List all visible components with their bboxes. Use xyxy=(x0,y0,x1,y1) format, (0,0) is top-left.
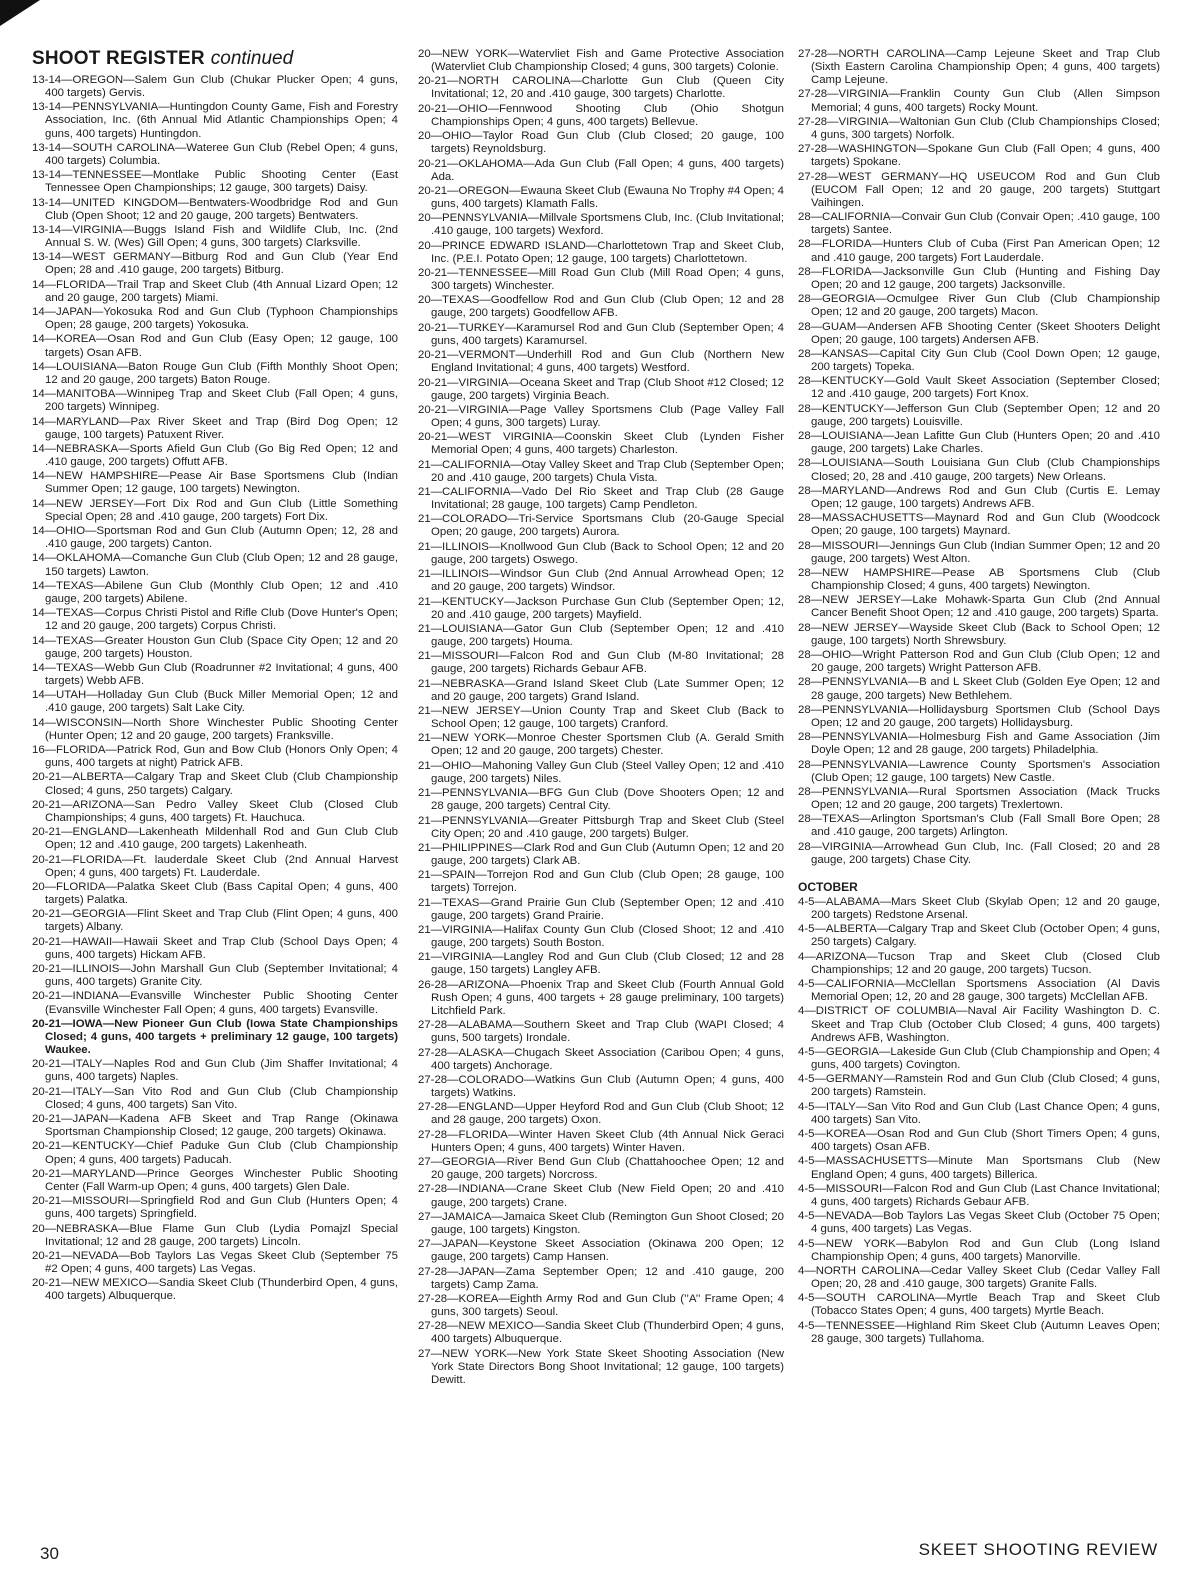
column-3 xyxy=(798,48,1160,1347)
register-entry: 21—ILLINOIS—Windsor Gun Club (2nd Annual Arrowhead Open; 12 and 20 gauge, 200 targets) Windsor. xyxy=(418,568,784,594)
column-2 xyxy=(418,48,784,1388)
register-entry: 21—VIRGINIA—Langley Rod and Gun Club (Club Closed; 12 and 28 gauge, 150 targets) Langley AFB. xyxy=(418,951,784,977)
register-entry: 28—PENNSYLVANIA—B and L Skeet Club (Golden Eye Open; 12 and 28 gauge, 200 targets) New Bethlehem. xyxy=(798,676,1160,702)
register-entry: 4-5—CALIFORNIA—McClellan Sportsmens Association (Al Davis Memorial Open; 12, 20 and 28 gauge, 300 targets) McClellan AFB. xyxy=(798,978,1160,1004)
register-entry: 21—ILLINOIS—Knollwood Gun Club (Back to School Open; 12 and 20 gauge, 200 targets) Oswego. xyxy=(418,540,784,566)
register-entry: 21—CALIFORNIA—Otay Valley Skeet and Trap Club (September Open; 20 and .410 gauge, 200 targets) Chula Vista. xyxy=(418,458,784,484)
register-entry: 20-21—VERMONT—Underhill Rod and Gun Club (Northern New England Invitational; 4 guns, 400 targets) Westford. xyxy=(418,349,784,375)
page-subtitle: continued xyxy=(210,48,294,69)
register-entry: 27-28—ALASKA—Chugach Skeet Association (Caribou Open; 4 guns, 400 targets) Anchorage. xyxy=(418,1046,784,1072)
register-entry: 4—ARIZONA—Tucson Trap and Skeet Club (Closed Club Championships; 12 and 20 gauge, 200 targets) Tucson. xyxy=(798,950,1160,976)
register-entry: 20-21—OKLAHOMA—Ada Gun Club (Fall Open; 4 guns, 400 targets) Ada. xyxy=(418,157,784,183)
register-entry: 20—PENNSYLVANIA—Millvale Sportsmens Club, Inc. (Club Invitational; .410 gauge, 100 targets) Wexford. xyxy=(418,212,784,238)
register-entry: 4-5—MASSACHUSETTS—Minute Man Sportsmans Club (New England Open; 4 guns, 400 targets) Billerica. xyxy=(798,1155,1160,1181)
register-entry: 27—JAMAICA—Jamaica Skeet Club (Remington Gun Shoot Closed; 20 gauge, 100 targets) Kingston. xyxy=(418,1210,784,1236)
register-entry: 4-5—SOUTH CAROLINA—Myrtle Beach Trap and Skeet Club (Tobacco States Open; 4 guns, 400 targets) Myrtle Beach. xyxy=(798,1292,1160,1318)
register-entry: 27—JAPAN—Keystone Skeet Association (Okinawa 200 Open; 12 gauge, 200 targets) Camp Hansen. xyxy=(418,1238,784,1264)
register-entry: 28—PENNSYLVANIA—Rural Sportsmen Association (Mack Trucks Open; 12 and 20 gauge, 200 targets) Trexlertown. xyxy=(798,785,1160,812)
register-entry: 21—LOUISIANA—Gator Gun Club (September Open; 12 and .410 gauge, 200 targets) Houma. xyxy=(418,622,784,648)
register-entry: 4-5—NEVADA—Bob Taylors Las Vegas Skeet Club (October 75 Open; 4 guns, 400 targets) Las Vegas. xyxy=(798,1210,1160,1236)
register-entry: 20-21—NORTH CAROLINA—Charlotte Gun Club (Queen City Invitational; 12, 20 and .410 gauge, 300 targets) Charlotte. xyxy=(418,75,784,101)
register-entry: 4-5—TENNESSEE—Highland Rim Skeet Club (Autumn Leaves Open; 28 gauge, 300 targets) Tullahoma. xyxy=(798,1319,1160,1345)
register-entry: 20-21—ALBERTA—Calgary Trap and Skeet Club (Club Championship Closed; 4 guns, 250 targets) Calgary. xyxy=(32,771,398,797)
register-entry: 14—TEXAS—Webb Gun Club (Roadrunner #2 Invitational; 4 guns, 400 targets) Webb AFB. xyxy=(32,661,398,688)
register-entry: 14—NEW HAMPSHIRE—Pease Air Base Sportsmens Club (Indian Summer Open; 12 gauge, 100 targets) Newington. xyxy=(32,470,398,496)
register-entry: 20-21—NEW MEXICO—Sandia Skeet Club (Thunderbird Open, 4 guns, 400 targets) Albuquerque. xyxy=(32,1277,398,1303)
register-entry: 27-28—NORTH CAROLINA—Camp Lejeune Skeet and Trap Club (Sixth Eastern Carolina Championship Open; 4 guns, 400 targets) Camp Lejeune. xyxy=(798,48,1160,87)
register-entry: 28—LOUISIANA—Jean Lafitte Gun Club (Hunters Open; 20 and .410 gauge, 200 targets) Lake Charles. xyxy=(798,430,1160,456)
register-entry: 13-14—VIRGINIA—Buggs Island Fish and Wildlife Club, Inc. (2nd Annual S. W. (Wes) Gill Open; 4 guns, 300 targets) Clarksville. xyxy=(32,223,398,250)
register-entry: 20-21—HAWAII—Hawaii Skeet and Trap Club (School Days Open; 4 guns, 400 targets) Hickam AFB. xyxy=(32,935,398,961)
register-entry: 13-14—SOUTH CAROLINA—Wateree Gun Club (Rebel Open; 4 guns, 400 targets) Columbia. xyxy=(32,141,398,167)
register-entry: 26-28—ARIZONA—Phoenix Trap and Skeet Club (Fourth Annual Gold Rush Open; 4 guns, 400 targets + 28 gauge preliminary, 100 targets) Litchfield Park. xyxy=(418,978,784,1017)
register-entry: 27—NEW YORK—New York State Skeet Shooting Association (New York State Directors Bong Shoot Invitational; 12 gauge, 100 targets) Dewitt. xyxy=(418,1347,784,1386)
register-entry: 14—TEXAS—Corpus Christi Pistol and Rifle Club (Dove Hunter's Open; 12 and 20 gauge, 200 targets) Corpus Christi. xyxy=(32,607,398,633)
register-entry: 20—PRINCE EDWARD ISLAND—Charlottetown Trap and Skeet Club, Inc. (P.E.I. Potato Open; 12 gauge, 100 targets) Charlottetown. xyxy=(418,239,784,265)
register-entry: 20-21—IOWA—New Pioneer Gun Club (Iowa State Championships Closed; 4 guns, 400 targets + preliminary 12 gauge, 100 targets) Waukee. xyxy=(32,1017,398,1057)
register-entry: 13-14—OREGON—Salem Gun Club (Chukar Plucker Open; 4 guns, 400 targets) Gervis. xyxy=(32,74,398,100)
register-entry: 4-5—GEORGIA—Lakeside Gun Club (Club Championship and Open; 4 guns, 400 targets) Covington. xyxy=(798,1045,1160,1072)
register-entry: 21—PENNSYLVANIA—BFG Gun Club (Dove Shooters Open; 12 and 28 gauge, 200 targets) Central City. xyxy=(418,787,784,813)
register-entry: 14—UTAH—Holladay Gun Club (Buck Miller Memorial Open; 12 and .410 gauge, 200 targets) Salt Lake City. xyxy=(32,689,398,715)
register-entry: 20—TEXAS—Goodfellow Rod and Gun Club (Club Open; 12 and 28 gauge, 200 targets) Goodfellow AFB. xyxy=(418,294,784,320)
register-entry: 20-21—NEVADA—Bob Taylors Las Vegas Skeet Club (September 75 #2 Open; 4 guns, 400 targets) Las Vegas. xyxy=(32,1249,398,1276)
register-entry: 20-21—TURKEY—Karamursel Rod and Gun Club (September Open; 4 guns, 400 targets) Karamursel. xyxy=(418,321,784,347)
register-entry: 28—GUAM—Andersen AFB Shooting Center (Skeet Shooters Delight Open; 20 gauge, 100 targets) Andersen AFB. xyxy=(798,320,1160,346)
register-entry: 27-28—JAPAN—Zama September Open; 12 and .410 gauge, 200 targets) Camp Zama. xyxy=(418,1265,784,1291)
register-entry: 21—COLORADO—Tri-Service Sportsmans Club (20-Gauge Special Open; 20 gauge, 200 targets) Aurora. xyxy=(418,513,784,539)
register-entry: 14—OHIO—Sportsman Rod and Gun Club (Autumn Open; 12, 28 and .410 gauge, 200 targets) Canton. xyxy=(32,525,398,551)
register-entry: 13-14—UNITED KINGDOM—Bentwaters-Woodbridge Rod and Gun Club (Open Shoot; 12 and 20 gauge, 200 targets) Bentwaters. xyxy=(32,196,398,222)
register-entry: 14—MANITOBA—Winnipeg Trap and Skeet Club (Fall Open; 4 guns, 200 targets) Winnipeg. xyxy=(32,388,398,414)
register-entry: 27-28—COLORADO—Watkins Gun Club (Autumn Open; 4 guns, 400 targets) Watkins. xyxy=(418,1073,784,1100)
register-entry: 4-5—ITALY—San Vito Rod and Gun Club (Last Chance Open; 4 guns, 400 targets) San Vito. xyxy=(798,1100,1160,1126)
register-entry: 4-5—ALABAMA—Mars Skeet Club (Skylab Open; 12 and 20 gauge, 200 targets) Redstone Arsenal. xyxy=(798,895,1160,922)
register-entry: 14—JAPAN—Yokosuka Rod and Gun Club (Typhoon Championships Open; 28 gauge, 200 targets) Yokosuka. xyxy=(32,306,398,332)
register-entry: 4-5—ALBERTA—Calgary Trap and Skeet Club (October Open; 4 guns, 250 targets) Calgary. xyxy=(798,923,1160,949)
register-entry: 20-21—GEORGIA—Flint Skeet and Trap Club (Flint Open; 4 guns, 400 targets) Albany. xyxy=(32,908,398,934)
register-entry: 21—PENNSYLVANIA—Greater Pittsburgh Trap and Skeet Club (Steel City Open; 20 and .410 gauge, 200 targets) Bulger. xyxy=(418,814,784,840)
register-entry: 21—NEW JERSEY—Union County Trap and Skeet Club (Back to School Open; 12 gauge, 100 targets) Cranford. xyxy=(418,705,784,731)
register-entry: 27-28—INDIANA—Crane Skeet Club (New Field Open; 20 and .410 gauge, 200 targets) Crane. xyxy=(418,1183,784,1209)
register-entry: 20-21—MISSOURI—Springfield Rod and Gun Club (Hunters Open; 4 guns, 400 targets) Springfield. xyxy=(32,1195,398,1221)
register-entry: 28—FLORIDA—Hunters Club of Cuba (First Pan American Open; 12 and .410 gauge, 200 targets) Fort Lauderdale. xyxy=(798,238,1160,264)
register-entry: 27-28—KOREA—Eighth Army Rod and Gun Club (’’A’’ Frame Open; 4 guns, 300 targets) Seoul. xyxy=(418,1292,784,1319)
register-entry: 28—NEW JERSEY—Wayside Skeet Club (Back to School Open; 12 gauge, 100 targets) North Shrewsbury. xyxy=(798,621,1160,647)
register-entry: 20-21—VIRGINIA—Oceana Skeet and Trap (Club Shoot #12 Closed; 12 gauge, 200 targets) Virginia Beach. xyxy=(418,376,784,402)
register-entry: 16—FLORIDA—Patrick Rod, Gun and Bow Club (Honors Only Open; 4 guns, 400 targets at night) Patrick AFB. xyxy=(32,744,398,770)
register-entry: 4-5—MISSOURI—Falcon Rod and Gun Club (Last Chance Invitational; 4 guns, 400 targets) Richards Gebaur AFB. xyxy=(798,1182,1160,1208)
page-header xyxy=(32,48,293,70)
register-entry: 21—NEW YORK—Monroe Chester Sportsmen Club (A. Gerald Smith Open; 12 and 20 gauge, 200 targets) Chester. xyxy=(418,732,784,758)
register-entry: 21—VIRGINIA—Halifax County Gun Club (Closed Shoot; 12 and .410 gauge, 200 targets) South Boston. xyxy=(418,924,784,950)
register-entry: 4-5—KOREA—Osan Rod and Gun Club (Short Timers Open; 4 guns, 400 targets) Osan AFB. xyxy=(798,1128,1160,1154)
register-entry: 28—KANSAS—Capital City Gun Club (Cool Down Open; 12 gauge, 200 targets) Topeka. xyxy=(798,347,1160,374)
register-entry: 20—FLORIDA—Palatka Skeet Club (Bass Capital Open; 4 guns, 400 targets) Palatka. xyxy=(32,880,398,907)
register-entry: 28—PENNSYLVANIA—Hollidaysburg Sportsmen Club (School Days Open; 12 and 20 gauge, 200 targets) Hollidaysburg. xyxy=(798,703,1160,729)
register-entry: 27—GEORGIA—River Bend Gun Club (Chattahoochee Open; 12 and 20 gauge, 200 targets) Norcross. xyxy=(418,1156,784,1182)
register-entry: 20—NEBRASKA—Blue Flame Gun Club (Lydia Pomajzl Special Invitational; 12 and 28 gauge, 200 targets) Lincoln. xyxy=(32,1222,398,1248)
register-entry: 21—NEBRASKA—Grand Island Skeet Club (Late Summer Open; 12 and 20 gauge, 200 targets) Grand Island. xyxy=(418,677,784,703)
register-entry: 20-21—WEST VIRGINIA—Coonskin Skeet Club (Lynden Fisher Memorial Open; 4 guns, 400 targets) Charleston. xyxy=(418,431,784,457)
register-entry: 14—NEBRASKA—Sports Afield Gun Club (Go Big Red Open; 12 and .410 gauge, 200 targets) Offutt AFB. xyxy=(32,442,398,469)
register-entry: 28—LOUISIANA—South Louisiana Gun Club (Club Championships Closed; 20, 28 and .410 gauge, 200 targets) New Orleans. xyxy=(798,457,1160,483)
register-entry: 20-21—MARYLAND—Prince Georges Winchester Public Shooting Center (Fall Warm-up Open; 4 guns, 400 targets) Glen Dale. xyxy=(32,1167,398,1193)
register-entry: 27-28—ENGLAND—Upper Heyford Rod and Gun Club (Club Shoot; 12 and 28 gauge, 200 targets) Oxon. xyxy=(418,1101,784,1127)
register-entry: 28—NEW HAMPSHIRE—Pease AB Sportsmens Club (Club Championship Closed; 4 guns, 400 targets) Newington. xyxy=(798,566,1160,593)
register-entry: 20-21—ILLINOIS—John Marshall Gun Club (September Invitational; 4 guns, 400 targets) Granite City. xyxy=(32,963,398,989)
register-entry: 28—PENNSYLVANIA—Lawrence County Sportsmen's Association (Club Open; 12 gauge, 100 targets) New Castle. xyxy=(798,758,1160,784)
register-entry: 21—KENTUCKY—Jackson Purchase Gun Club (September Open; 12, 20 and .410 gauge, 200 targets) Mayfield. xyxy=(418,595,784,621)
register-entry: 21—CALIFORNIA—Vado Del Rio Skeet and Trap Club (28 Gauge Invitational; 28 gauge, 100 targets) Camp Pendleton. xyxy=(418,486,784,512)
register-entry: 20—NEW YORK—Watervliet Fish and Game Protective Association (Watervliet Club Championship Closed; 4 guns, 300 targets) Colonie. xyxy=(418,48,784,74)
register-entry: 28—KENTUCKY—Jefferson Gun Club (September Open; 12 and 20 gauge, 200 targets) Louisville. xyxy=(798,402,1160,428)
register-entry: 21—SPAIN—Torrejon Rod and Gun Club (Club Open; 28 gauge, 100 targets) Torrejon. xyxy=(418,869,784,895)
register-entry: 28—TEXAS—Arlington Sportsman's Club (Fall Small Bore Open; 28 and .410 gauge, 200 targets) Arlington. xyxy=(798,813,1160,839)
column-1 xyxy=(32,74,398,1305)
register-entry: 14—NEW JERSEY—Fort Dix Rod and Gun Club (Little Something Special Open; 28 and .410 gauge, 200 targets) Fort Dix. xyxy=(32,497,398,523)
register-entry: 20-21—ARIZONA—San Pedro Valley Skeet Club (Closed Club Championships; 4 guns, 400 targets) Ft. Hauchuca. xyxy=(32,798,398,824)
register-entry: 14—TEXAS—Abilene Gun Club (Monthly Club Open; 12 and .410 gauge, 200 targets) Abilene. xyxy=(32,579,398,605)
register-entry: 4—NORTH CAROLINA—Cedar Valley Skeet Club (Cedar Valley Fall Open; 20, 28 and .410 gauge, 300 targets) Granite Falls. xyxy=(798,1264,1160,1291)
register-entry: 28—MISSOURI—Jennings Gun Club (Indian Summer Open; 12 and 20 gauge, 200 targets) West Alton. xyxy=(798,539,1160,565)
register-entry: 14—TEXAS—Greater Houston Gun Club (Space City Open; 12 and 20 gauge, 200 targets) Houston. xyxy=(32,634,398,660)
register-entry: 20-21—FLORIDA—Ft. lauderdale Skeet Club (2nd Annual Harvest Open; 4 guns, 400 targets) Ft. Lauderdale. xyxy=(32,853,398,879)
register-entry: 13-14—TENNESSEE—Montlake Public Shooting Center (East Tennessee Open Championships; 12 gauge, 300 targets) Daisy. xyxy=(32,169,398,195)
register-entry: 14—WISCONSIN—North Shore Winchester Public Shooting Center (Hunter Open; 12 and 20 gauge, 200 targets) Franksville. xyxy=(32,716,398,742)
register-entry: 27-28—NEW MEXICO—Sandia Skeet Club (Thunderbird Open; 4 guns, 400 targets) Albuquerque. xyxy=(418,1320,784,1346)
register-entry: 20-21—VIRGINIA—Page Valley Sportsmens Club (Page Valley Fall Open; 4 guns, 300 targets) Luray. xyxy=(418,403,784,429)
section-heading: OCTOBER xyxy=(798,879,858,894)
register-entry: 27-28—VIRGINIA—Waltonian Gun Club (Club Championships Closed; 4 guns, 300 targets) Norfolk. xyxy=(798,115,1160,141)
register-entry: 28—FLORIDA—Jacksonville Gun Club (Hunting and Fishing Day Open; 20 and 12 gauge, 200 targets) Jacksonville. xyxy=(798,265,1160,291)
register-entry: 4-5—NEW YORK—Babylon Rod and Gun Club (Long Island Championship Open; 4 guns, 400 targets) Manorville. xyxy=(798,1237,1160,1263)
register-entry: 28—OHIO—Wright Patterson Rod and Gun Club (Club Open; 12 and 20 gauge, 200 targets) Wright Patterson AFB. xyxy=(798,649,1160,675)
register-entry: 4—DISTRICT OF COLUMBIA—Naval Air Facility Washington D. C. Skeet and Trap Club (October Club Closed; 4 guns, 400 targets) Andrews AFB, Washington. xyxy=(798,1005,1160,1044)
register-entry: 20-21—TENNESSEE—Mill Road Gun Club (Mill Road Open; 4 guns, 300 targets) Winchester. xyxy=(418,267,784,293)
corner-mark xyxy=(0,0,40,26)
register-entry: 21—OHIO—Mahoning Valley Gun Club (Steel Valley Open; 12 and .410 gauge, 200 targets) Niles. xyxy=(418,759,784,785)
register-entry: 28—MARYLAND—Andrews Rod and Gun Club (Curtis E. Lemay Open; 12 gauge, 100 targets) Andrews AFB. xyxy=(798,484,1160,510)
register-entry: 27-28—ALABAMA—Southern Skeet and Trap Club (WAPI Closed; 4 guns, 500 targets) Irondale. xyxy=(418,1019,784,1045)
register-entry: 13-14—WEST GERMANY—Bitburg Rod and Gun Club (Year End Open; 28 and .410 gauge, 200 targets) Bitburg. xyxy=(32,251,398,277)
register-entry: 14—MARYLAND—Pax River Skeet and Trap (Bird Dog Open; 12 gauge, 100 targets) Patuxent River. xyxy=(32,415,398,441)
register-entry: 14—FLORIDA—Trail Trap and Skeet Club (4th Annual Lizard Open; 12 and 20 gauge, 200 targets) Miami. xyxy=(32,278,398,304)
register-entry: 20-21—KENTUCKY—Chief Paduke Gun Club (Club Championship Open; 4 guns, 400 targets) Paducah. xyxy=(32,1140,398,1166)
register-entry: 27-28—FLORIDA—Winter Haven Skeet Club (4th Annual Nick Geraci Hunters Open; 4 guns, 400 targets) Winter Haven. xyxy=(418,1128,784,1154)
register-entry: 14—OKLAHOMA—Comanche Gun Club (Club Open; 12 and 28 gauge, 150 targets) Lawton. xyxy=(32,552,398,578)
register-entry: 20-21—ENGLAND—Lakenheath Mildenhall Rod and Gun Club Club Open; 12 and .410 gauge, 200 targets) Lakenheath. xyxy=(32,826,398,852)
page-title: SHOOT REGISTER xyxy=(32,48,205,69)
register-entry: 28—KENTUCKY—Gold Vault Skeet Association (September Closed; 12 and .410 gauge, 200 targets) Fort Knox. xyxy=(798,375,1160,401)
register-entry: 28—MASSACHUSETTS—Maynard Rod and Gun Club (Woodcock Open; 20 gauge, 100 targets) Maynard. xyxy=(798,512,1160,538)
register-entry: 27-28—WASHINGTON—Spokane Gun Club (Fall Open; 4 guns, 400 targets) Spokane. xyxy=(798,143,1160,169)
register-entry: 20-21—OREGON—Ewauna Skeet Club (Ewauna No Trophy #4 Open; 4 guns, 400 targets) Klamath Falls. xyxy=(418,184,784,210)
register-entry: 28—CALIFORNIA—Convair Gun Club (Convair Open; .410 gauge, 100 targets) Santee. xyxy=(798,211,1160,237)
register-entry: 28—NEW JERSEY—Lake Mohawk-Sparta Gun Club (2nd Annual Cancer Benefit Shoot Open; 12 and .410 gauge, 200 targets) Sparta. xyxy=(798,594,1160,620)
register-entry: 20-21—ITALY—San Vito Rod and Gun Club (Club Championship Closed; 4 guns, 400 targets) San Vito. xyxy=(32,1085,398,1111)
register-entry: 14—LOUISIANA—Baton Rouge Gun Club (Fifth Monthly Shoot Open; 12 and 20 gauge, 200 targets) Baton Rouge. xyxy=(32,360,398,386)
register-entry: 21—MISSOURI—Falcon Rod and Gun Club (M-80 Invitational; 28 gauge, 200 targets) Richards Gebaur AFB. xyxy=(418,650,784,676)
register-entry: 28—PENNSYLVANIA—Holmesburg Fish and Game Association (Jim Doyle Open; 12 and 28 gauge, 200 targets) Philadelphia. xyxy=(798,731,1160,757)
register-entry: 21—TEXAS—Grand Prairie Gun Club (September Open; 12 and .410 gauge, 200 targets) Grand Prairie. xyxy=(418,896,784,922)
register-entry: 20-21—OHIO—Fennwood Shooting Club (Ohio Shotgun Championships Open; 4 guns, 400 targets) Bellevue. xyxy=(418,102,784,128)
register-entry: 20-21—ITALY—Naples Rod and Gun Club (Jim Shaffer Invitational; 4 guns, 400 targets) Naples. xyxy=(32,1058,398,1084)
page-number: 30 xyxy=(40,1544,59,1563)
register-entry: 14—KOREA—Osan Rod and Gun Club (Easy Open; 12 gauge, 100 targets) Osan AFB. xyxy=(32,333,398,359)
publication-name: SKEET SHOOTING REVIEW xyxy=(918,1540,1158,1559)
register-entry: 28—VIRGINIA—Arrowhead Gun Club, Inc. (Fall Closed; 20 and 28 gauge, 200 targets) Chase City. xyxy=(798,840,1160,866)
register-entry: 20—OHIO—Taylor Road Gun Club (Club Closed; 20 gauge, 100 targets) Reynoldsburg. xyxy=(418,130,784,156)
register-entry: 27-28—VIRGINIA—Franklin County Gun Club (Allen Simpson Memorial; 4 guns, 400 targets) Rocky Mount. xyxy=(798,88,1160,114)
register-entry: 20-21—JAPAN—Kadena AFB Skeet and Trap Range (Okinawa Sportsman Championship Closed; 12 gauge, 200 targets) Okinawa. xyxy=(32,1113,398,1139)
register-entry: 27-28—WEST GERMANY—HQ USEUCOM Rod and Gun Club (EUCOM Fall Open; 12 and 20 gauge, 200 targets) Stuttgart Vaihingen. xyxy=(798,170,1160,209)
register-entry: 13-14—PENNSYLVANIA—Huntingdon County Game, Fish and Forestry Association, Inc. (6th Annual Mid Atlantic Championships Open; 4 guns, 400 targets) Huntingdon. xyxy=(32,101,398,140)
register-entry: 21—PHILIPPINES—Clark Rod and Gun Club (Autumn Open; 12 and 20 gauge, 200 targets) Clark AB. xyxy=(418,841,784,867)
register-entry: 20-21—INDIANA—Evansville Winchester Public Shooting Center (Evansville Winchester Fall Open; 4 guns, 400 targets) Evansville. xyxy=(32,990,398,1016)
register-entry: 28—GEORGIA—Ocmulgee River Gun Club (Club Championship Open; 12 and 20 gauge, 200 targets) Macon. xyxy=(798,293,1160,319)
register-entry: 4-5—GERMANY—Ramstein Rod and Gun Club (Club Closed; 4 guns, 200 targets) Ramstein. xyxy=(798,1073,1160,1099)
